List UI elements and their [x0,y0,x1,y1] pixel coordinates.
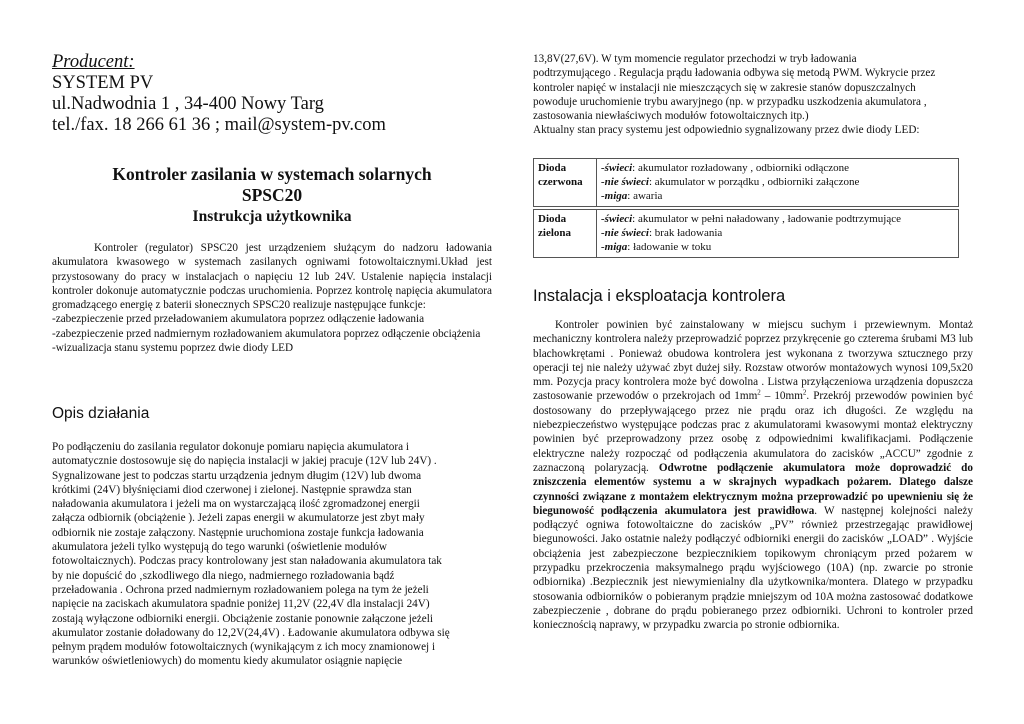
producer-contact: tel./fax. 18 266 61 36 ; mail@system-pv.com [52,115,386,135]
led-name-line: zielona [538,227,571,239]
superscript: 2 [802,388,807,397]
led-state-key: -miga [601,241,628,253]
text-line: pełnym prądem modułów fotowoltaicznych (wynikającym z ich mocy znamionowej i [52,641,436,654]
led-state-value: : akumulator w porządku , odbiorniki załączone [648,176,860,188]
text-line: 13,8V(27,6V). W tym momencie regulator przechodzi w tryb ładowania [533,53,857,65]
installation-body [533,318,973,633]
installation-paragraph [533,318,973,633]
text-line: napięcie na zaciskach akumulatora spadnie poniżej 11,2V (22,4V dla instalacji 24V) [52,598,430,611]
document-title [52,164,492,227]
text-line: akumulatora jeżeli tylko występują do tego warunki (oświetlenie modułów [52,541,387,554]
text-line: załącza odbiornik (obciążenie ). Jeżeli zapas energii w akumulatorze jest zbyt mały [52,512,425,525]
text-line: akumulator zostanie doładowany do 12,2V(24,4V) . Ładowanie akumulatora odbywa się [52,626,450,639]
text-line: zostają wyłączone odbiorniki energii. Obciążenie zostanie ponownie załączone jeżeli [52,612,433,625]
opis-body [52,440,502,669]
led-state-key: -nie świeci [601,176,649,188]
text-line: powoduje uruchomienie trybu awaryjnego (np. w przypadku uszkodzenia akumulatora , [533,95,927,108]
text-line: przeładowania . Ochrona przed nadmiernym rozładowaniem polega na tym że jeżeli [52,583,429,596]
led-row-red [534,159,959,207]
led-state [601,189,954,203]
superscript: 2 [757,388,761,397]
led-state-value: : ładowanie w toku [627,241,712,253]
title-line-2: SPSC20 [241,185,303,205]
text-run: Kontroler powinien być zainstalowany w miejscu suchym i przewiewnym. Montaż mechaniczny kontrolera należy przeprowadzić poprzez przykręcenie go czterema śrubami M3 lub blachowkrętami . Ponieważ obudowa kontrolera jest wykonana z tworzywa sztucznego przy operacji tej nie należy używać zbyt dużej siły. Rozstaw otworów montażowych wynosi 109,5x20 mm. Pozycja pracy kontrolera może być dowolna . Listwa przyłączeniowa urządzenia dopuszcza zastosowanie przewodów o przekrojach od 1mm [533,319,973,403]
text-line: kontroler napięć w instalacji nie mieszczących się w zakresie stanów dopuszczalnych [533,81,916,94]
text-line: krótkimi (24V) błyśnięciami diod czerwonej i zielonej. Następnie sprawdza stan [52,483,412,496]
led-state [601,161,954,175]
text-line: podtrzymującego . Regulacja prądu ładowania odbywa się metodą PWM. Wykrycie przez [533,67,936,80]
led-name-line: Dioda [538,162,567,174]
producer-block [52,52,386,136]
text-line: warunków oświetleniowych) do momentu kiedy akumulator osiągnie napięcie [52,655,403,668]
title-line-1: Kontroler zasilania w systemach solarnych [112,164,432,184]
led-state-value: : akumulator w pełni naładowany , ładowanie podtrzymujące [632,213,901,225]
led-state [601,175,954,189]
intro-paragraph: Kontroler (regulator) SPSC20 jest urządzeniem służącym do nadzoru ładowania akumulatora kwasowego w systemach zasilanych ogniwami fotowoltaicznymi.Układ jest przystosowany do pracy w instalacjach o napięciu 12 lub 24V. Ustalenie napięcia instalacji kontroler dokonuje automatycznie podczas uruchomienia. Poprzez kontrolę napięcia akumulatora gromadzącego energię z baterii słonecznych SPSC20 realizuje następujące funkcje: [52,242,492,312]
text-line: automatycznie dostosowuje się do napięcia instalacji w jakiej pracuje (12V lub 24V) . [52,455,437,468]
text-line: naładowania akumulatora i jeżeli ma on wystarczającą ilość zgromadzonej energii [52,498,420,511]
led-status-table [533,158,959,258]
text-line: Sygnalizowane jest to podczas startu urządzenia jednym długim (12V) lub dwoma [52,469,422,482]
led-row-green [534,210,959,258]
producer-address: ul.Nadwodnia 1 , 34-400 Nowy Targ [52,94,324,114]
led-states-cell [597,159,959,207]
led-state-value: : awaria [627,190,663,202]
led-state-value: : brak ładowania [648,227,723,239]
led-name-cell [534,159,597,207]
title-line-3: Instrukcja użytkownika [192,208,352,225]
led-state-value: : akumulator rozładowany , odbiorniki odłączone [632,162,850,174]
installation-heading: Instalacja i eksploatacja kontrolera [533,287,786,305]
led-state [601,226,954,240]
text-line: zastosowania niewłaściwych modułów fotowoltaicznych itp.) [533,110,809,123]
warning-text: Odwrotne podłączenie akumulatora może doprowadzić do zniszczenia elementów systemu a w skrajnych wypadkach pożarem. Dlatego dalsze czynności związane z montażem elektrycznym można przeprowadzić po upewnieniu się że biegunowość podłączenia akumulatora jest prawidłowa [533,461,974,517]
led-state-key: -świeci [601,213,633,225]
text-line: fotowoltaicznych). Podczas pracy kontrolowany jest stan naładowania akumulatora tak [52,555,442,568]
led-state-key: -miga [601,190,628,202]
led-name-cell [534,210,597,258]
led-state [601,240,954,254]
led-name-line: czerwona [538,176,583,188]
led-name-line: Dioda [538,213,567,225]
intro-section [52,241,492,355]
led-state-key: -świeci [601,162,633,174]
text-line: Aktualny stan pracy systemu jest odpowiednio sygnalizowany przez dwie diody LED: [533,124,920,137]
function-item: -zabezpieczenie przed przeładowaniem akumulatora poprzez odłączenie ładowania [52,313,425,326]
opis-heading: Opis działania [52,405,150,422]
producer-label: Producent: [52,52,135,72]
led-state [601,212,954,226]
text-run: . W następnej kolejności należy podłączyć ogniwa fotowoltaiczne do zacisków „PV” również przestrzegając prawidłowej biegunowości. Jako ostatnie należy podłączyć odbiorniki energii do zacisków „LOAD” . Wyjście obciążenia jest zabezpieczone bezpiecznikiem topikowym chroniącym przed pożarem w przypadku przekroczenia maksymalnego prądu wyjściowego (10A) (np. zwarcie po stronie odbiornika) .Bezpiecznik jest niewymienialny dla użytkownika/montera. Dlatego w przypadku stosowania odbiorników o pobieranym prądzie mniejszym od 10A można zastosować dodatkowe zabezpieczenie , dobrane do prądu pobieranego przez odbiorniki. Uchroni to kontroler przed koniecznością naprawy, w przypadku zwarcia po stronie odbiornika. [533,504,973,632]
text-line: Po podłączeniu do zasilania regulator dokonuje pomiaru napięcia akumulatora i [52,441,409,453]
text-run: . Przekrój przewodów powinien być dostosowany do przepływającego przez nie prądu oraz ich długości. Ze względu na niebezpieczeństwo występujące podczas prac z akumulatorami kwasowymi montaż elektryczny powinien być przeprowadzony przez osobę z odpowiednimi kwalifikacjami. Podłączenie elektryczne należy rozpocząć od podłączenia akumulatora do zacisków „ACCU” zgodnie z zaznaczoną polaryzacją. [533,390,973,474]
text-run: – 10mm [760,390,803,403]
led-state-key: -nie świeci [601,227,649,239]
function-item: -wizualizacja stanu systemu poprzez dwie diody LED [52,342,294,355]
opis-continuation [533,52,973,138]
led-states-cell [597,210,959,258]
text-line: odbiornik nie zostaje załączony. Następnie uruchomiona zostaje funkcja ładowania [52,526,424,539]
producer-company: SYSTEM PV [52,73,154,93]
function-item: -zabezpieczenie przed nadmiernym rozładowaniem akumulatora poprzez odłączenie obciążenia [52,327,481,340]
text-line: by nie dopuścić do ‚szkodliwego dla niego, nadmiernego rozładowania bądź [52,569,395,582]
